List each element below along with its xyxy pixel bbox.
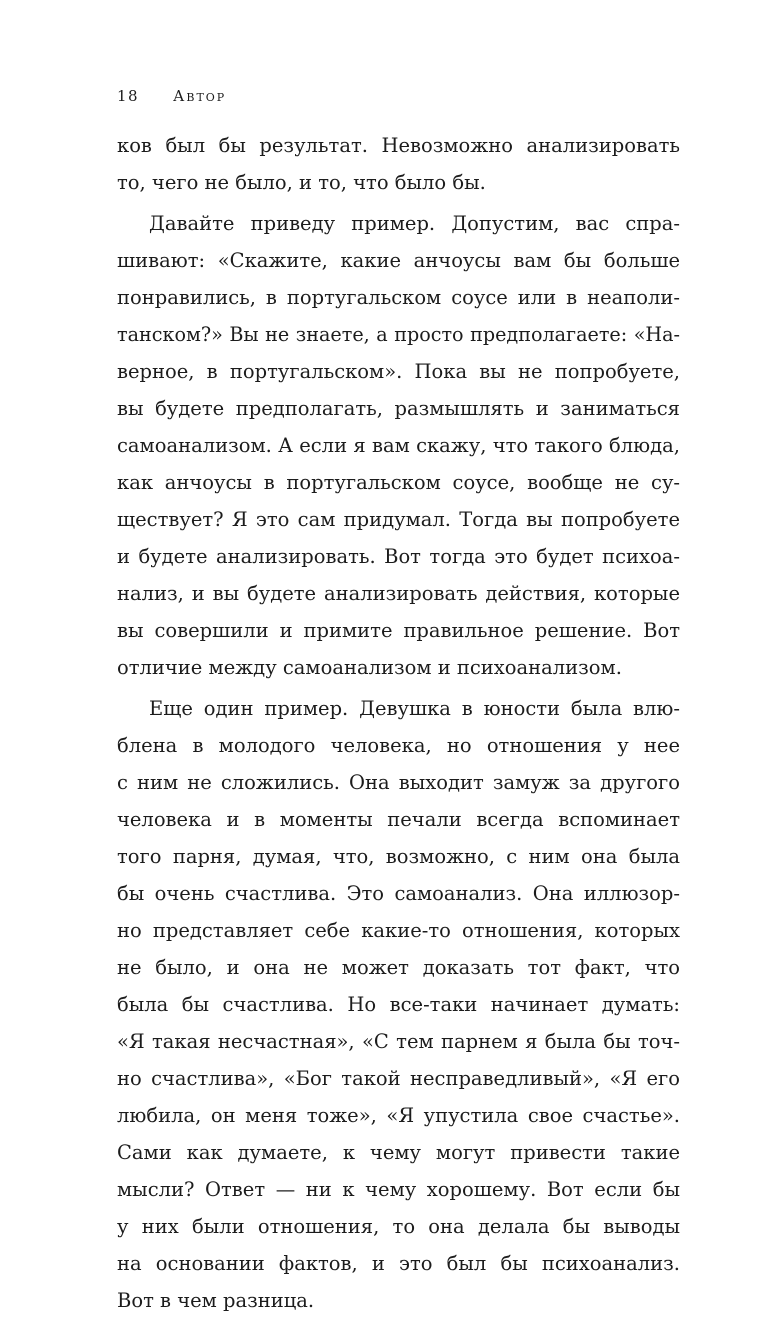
text-line: верное, в португальском». Пока вы не попробуете, — [117, 360, 680, 383]
text-line: Еще один пример. Девушка в юности была влю- — [149, 697, 680, 720]
text-line: была бы счастлива. Но все-таки начинает думать: — [117, 993, 680, 1016]
text-line: блена в молодого человека, но отношения у нее — [117, 734, 680, 757]
text-line: того парня, думая, что, возможно, с ним она была — [117, 845, 680, 868]
text-line: нализ, и вы будете анализировать действия, которые — [117, 582, 680, 605]
text-line: человека и в моменты печали всегда вспоминает — [117, 808, 680, 831]
text-line: самоанализом. А если я вам скажу, что такого блюда, — [117, 434, 680, 457]
text-line: Вот в чем разница. — [117, 1289, 315, 1312]
text-line: то, чего не было, и то, что было бы. — [117, 171, 486, 194]
text-line: бы очень счастлива. Это самоанализ. Она иллюзор- — [117, 882, 680, 905]
text-line: мысли? Ответ — ни к чему хорошему. Вот если бы — [117, 1178, 680, 1201]
text-line: отличие между самоанализом и психоанализом. — [117, 656, 622, 679]
text-line: Сами как думаете, к чему могут привести такие — [117, 1141, 680, 1164]
body-text — [117, 127, 680, 1319]
page-number: 18 — [117, 87, 140, 105]
text-line: танском?» Вы не знаете, а просто предполагаете: «На- — [117, 323, 680, 346]
running-head-author: Автор — [173, 87, 227, 105]
text-line: понравились, в португальском соусе или в неаполи- — [117, 286, 680, 309]
text-line: с ним не сложились. Она выходит замуж за другого — [117, 771, 680, 794]
text-line: как анчоусы в португальском соусе, вообще не су- — [117, 471, 680, 494]
text-line: шивают: «Скажите, какие анчоусы вам бы больше — [117, 249, 680, 272]
text-line: вы будете предполагать, размышлять и заниматься — [117, 397, 680, 420]
text-line: Давайте приведу пример. Допустим, вас спра- — [149, 212, 680, 235]
text-line: ков был бы результат. Невозможно анализировать — [117, 134, 680, 157]
text-line: на основании фактов, и это был бы психоанализ. — [117, 1252, 680, 1275]
running-head — [117, 86, 226, 106]
text-line: не было, и она не может доказать тот факт, что — [117, 956, 680, 979]
text-line: но счастлива», «Бог такой несправедливый», «Я его — [117, 1067, 680, 1090]
text-line: но представляет себе какие-то отношения, которых — [117, 919, 680, 942]
text-line: ществует? Я это сам придумал. Тогда вы попробуете — [117, 508, 680, 531]
text-line: «Я такая несчастная», «С тем парнем я была бы точ- — [117, 1030, 680, 1053]
text-line: у них были отношения, то она делала бы выводы — [117, 1215, 680, 1238]
text-line: любила, он меня тоже», «Я упустила свое счастье». — [117, 1104, 680, 1127]
text-line: вы совершили и примите правильное решение. Вот — [117, 619, 680, 642]
text-line: и будете анализировать. Вот тогда это будет психоа- — [117, 545, 680, 568]
